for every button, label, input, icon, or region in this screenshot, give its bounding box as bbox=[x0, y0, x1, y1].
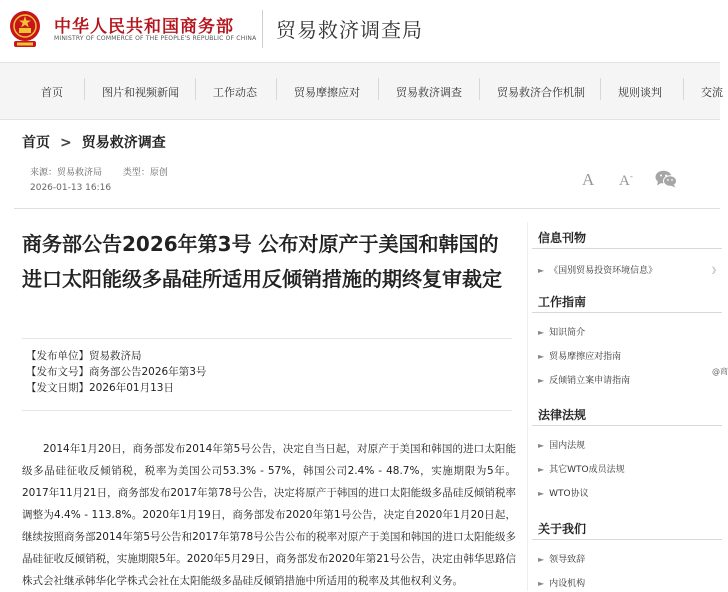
site-header bbox=[0, 0, 720, 60]
divider-line bbox=[14, 208, 720, 209]
breadcrumb-separator: > bbox=[60, 135, 72, 151]
sidebar-item-friction-guide[interactable]: ► 贸易摩擦应对指南 bbox=[538, 352, 622, 362]
article-body: 2014年1月20日，商务部发布2014年第5号公告，决定自当日起，对原产于美国和韩国的进口太阳能级多晶硅征收反倾销税，税率为美国公司53.3% - 57%，韩国公司2.4% - 48.7%，实施期限为5年。2017年11月21日，商务部发布2017年第78号公告，决定将原产于韩国的进口太阳能级多晶硅反倾销税率调整为4.4% - 113.8%。2020年1月19日，商务部发布2020年第1号公告，决定自2020年1月20日起，继续按照商务部2014年第5号公告和2017年第78号公告公布的税率对原产于美国和韩国的进口太阳能级多晶硅征收反倾销税，实施期限5年。2020年5月29日，商务部发布2020年第21号公告，决定由韩华思路信株式会社继承韩华化学株式会社在太阳能级多晶硅反倾销措施中所适用的税率及其他权利义务。 bbox=[22, 443, 516, 587]
edge-text-fragment: @商 bbox=[712, 367, 728, 376]
sidebar-heading-laws[interactable]: 法律法规 bbox=[538, 408, 587, 422]
sidebar-item-country-trade-info[interactable]: ► 《国别贸易投资环境信息》 bbox=[538, 266, 658, 276]
arrow-right-icon: ► bbox=[538, 489, 545, 498]
nav-divider bbox=[479, 78, 480, 100]
arrow-right-icon: ► bbox=[538, 441, 545, 450]
nav-divider bbox=[378, 78, 379, 100]
arrow-right-icon: ► bbox=[538, 465, 545, 474]
main-nav bbox=[0, 62, 723, 120]
font-increase-icon[interactable]: A bbox=[582, 170, 595, 189]
nav-divider bbox=[276, 78, 277, 100]
sidebar-heading-underline bbox=[532, 312, 722, 313]
arrow-right-icon: ► bbox=[538, 579, 545, 588]
sidebar-item-departments[interactable]: ► 内设机构 bbox=[538, 579, 586, 589]
nav-divider bbox=[600, 78, 601, 100]
sidebar-heading-underline bbox=[532, 248, 722, 249]
national-emblem-icon bbox=[8, 8, 42, 50]
breadcrumb-current[interactable]: 贸易救济调查 bbox=[81, 135, 166, 151]
arrow-right-icon: ► bbox=[538, 352, 545, 361]
article-source: 来源：贸易救济局 bbox=[30, 168, 103, 178]
nav-item-photo-video-news[interactable]: 图片和视频新闻 bbox=[102, 86, 179, 99]
sidebar-heading-underline bbox=[532, 539, 722, 540]
nav-divider bbox=[84, 78, 85, 100]
header-divider bbox=[262, 10, 263, 48]
nav-item-trade-remedy-investigation[interactable]: 贸易救济调查 bbox=[396, 86, 462, 99]
article-doc-number: 【发布文号】商务部公告2026年第3号 bbox=[26, 366, 207, 378]
wechat-share-icon[interactable] bbox=[655, 170, 677, 188]
article-title: 商务部公告2026年第3号 公布对原产于美国和韩国的进口太阳能级多晶硅所适用反倾销措施的期终复审裁定 bbox=[22, 232, 502, 291]
nav-item-exchange[interactable]: 交流 bbox=[701, 86, 723, 99]
nav-item-trade-friction[interactable]: 贸易摩擦应对 bbox=[294, 86, 360, 99]
sidebar-heading-work-guide[interactable]: 工作指南 bbox=[538, 295, 587, 309]
arrow-right-icon: ► bbox=[538, 555, 545, 564]
bureau-name[interactable]: 贸易救济调查局 bbox=[276, 18, 423, 42]
sidebar-item-knowledge-intro[interactable]: ► 知识简介 bbox=[538, 328, 586, 338]
edge-text-fragment: 》 bbox=[712, 266, 720, 275]
article-type: 类型：原创 bbox=[122, 168, 168, 178]
sidebar-item-wto-agreements[interactable]: ► WTO协议 bbox=[538, 489, 589, 499]
sidebar-item-wto-member-laws[interactable]: ► 其它WTO成员法规 bbox=[538, 465, 625, 475]
sidebar-heading-publications[interactable]: 信息刊物 bbox=[538, 231, 587, 245]
sidebar-item-antidumping-guide[interactable]: ► 反倾销立案申请指南 bbox=[538, 376, 631, 386]
article-date: 2026-01-13 16:16 bbox=[30, 183, 112, 193]
sidebar-item-domestic-laws[interactable]: ► 国内法规 bbox=[538, 441, 586, 451]
arrow-right-icon: ► bbox=[538, 376, 545, 385]
nav-divider bbox=[195, 78, 196, 100]
ministry-name-cn[interactable]: 中华人民共和国商务部 bbox=[54, 17, 234, 37]
nav-item-home[interactable]: 首页 bbox=[41, 86, 63, 99]
arrow-right-icon: ► bbox=[538, 328, 545, 337]
divider-line bbox=[22, 410, 512, 411]
article-issue-date: 【发文日期】2026年01月13日 bbox=[26, 382, 174, 394]
article-meta bbox=[30, 165, 168, 178]
breadcrumb bbox=[22, 132, 166, 152]
arrow-right-icon: ► bbox=[538, 266, 545, 275]
ministry-name-en: MINISTRY OF COMMERCE OF THE PEOPLE'S REPUBLIC OF CHINA bbox=[54, 35, 257, 42]
divider-line bbox=[22, 338, 512, 339]
nav-divider bbox=[683, 78, 684, 100]
sidebar-heading-underline bbox=[532, 425, 722, 426]
font-decrease-icon[interactable]: A- bbox=[619, 171, 633, 189]
nav-item-cooperation-mechanism[interactable]: 贸易救济合作机制 bbox=[497, 86, 585, 99]
sidebar-heading-about-us[interactable]: 关于我们 bbox=[538, 522, 587, 536]
nav-item-work-news[interactable]: 工作动态 bbox=[213, 86, 257, 99]
nav-item-rules-negotiation[interactable]: 规则谈判 bbox=[618, 86, 662, 99]
sidebar-divider bbox=[527, 222, 528, 591]
breadcrumb-home[interactable]: 首页 bbox=[22, 135, 50, 151]
sidebar-item-leader-speech[interactable]: ► 领导致辞 bbox=[538, 555, 586, 565]
article-issuer: 【发布单位】贸易救济局 bbox=[26, 350, 142, 362]
